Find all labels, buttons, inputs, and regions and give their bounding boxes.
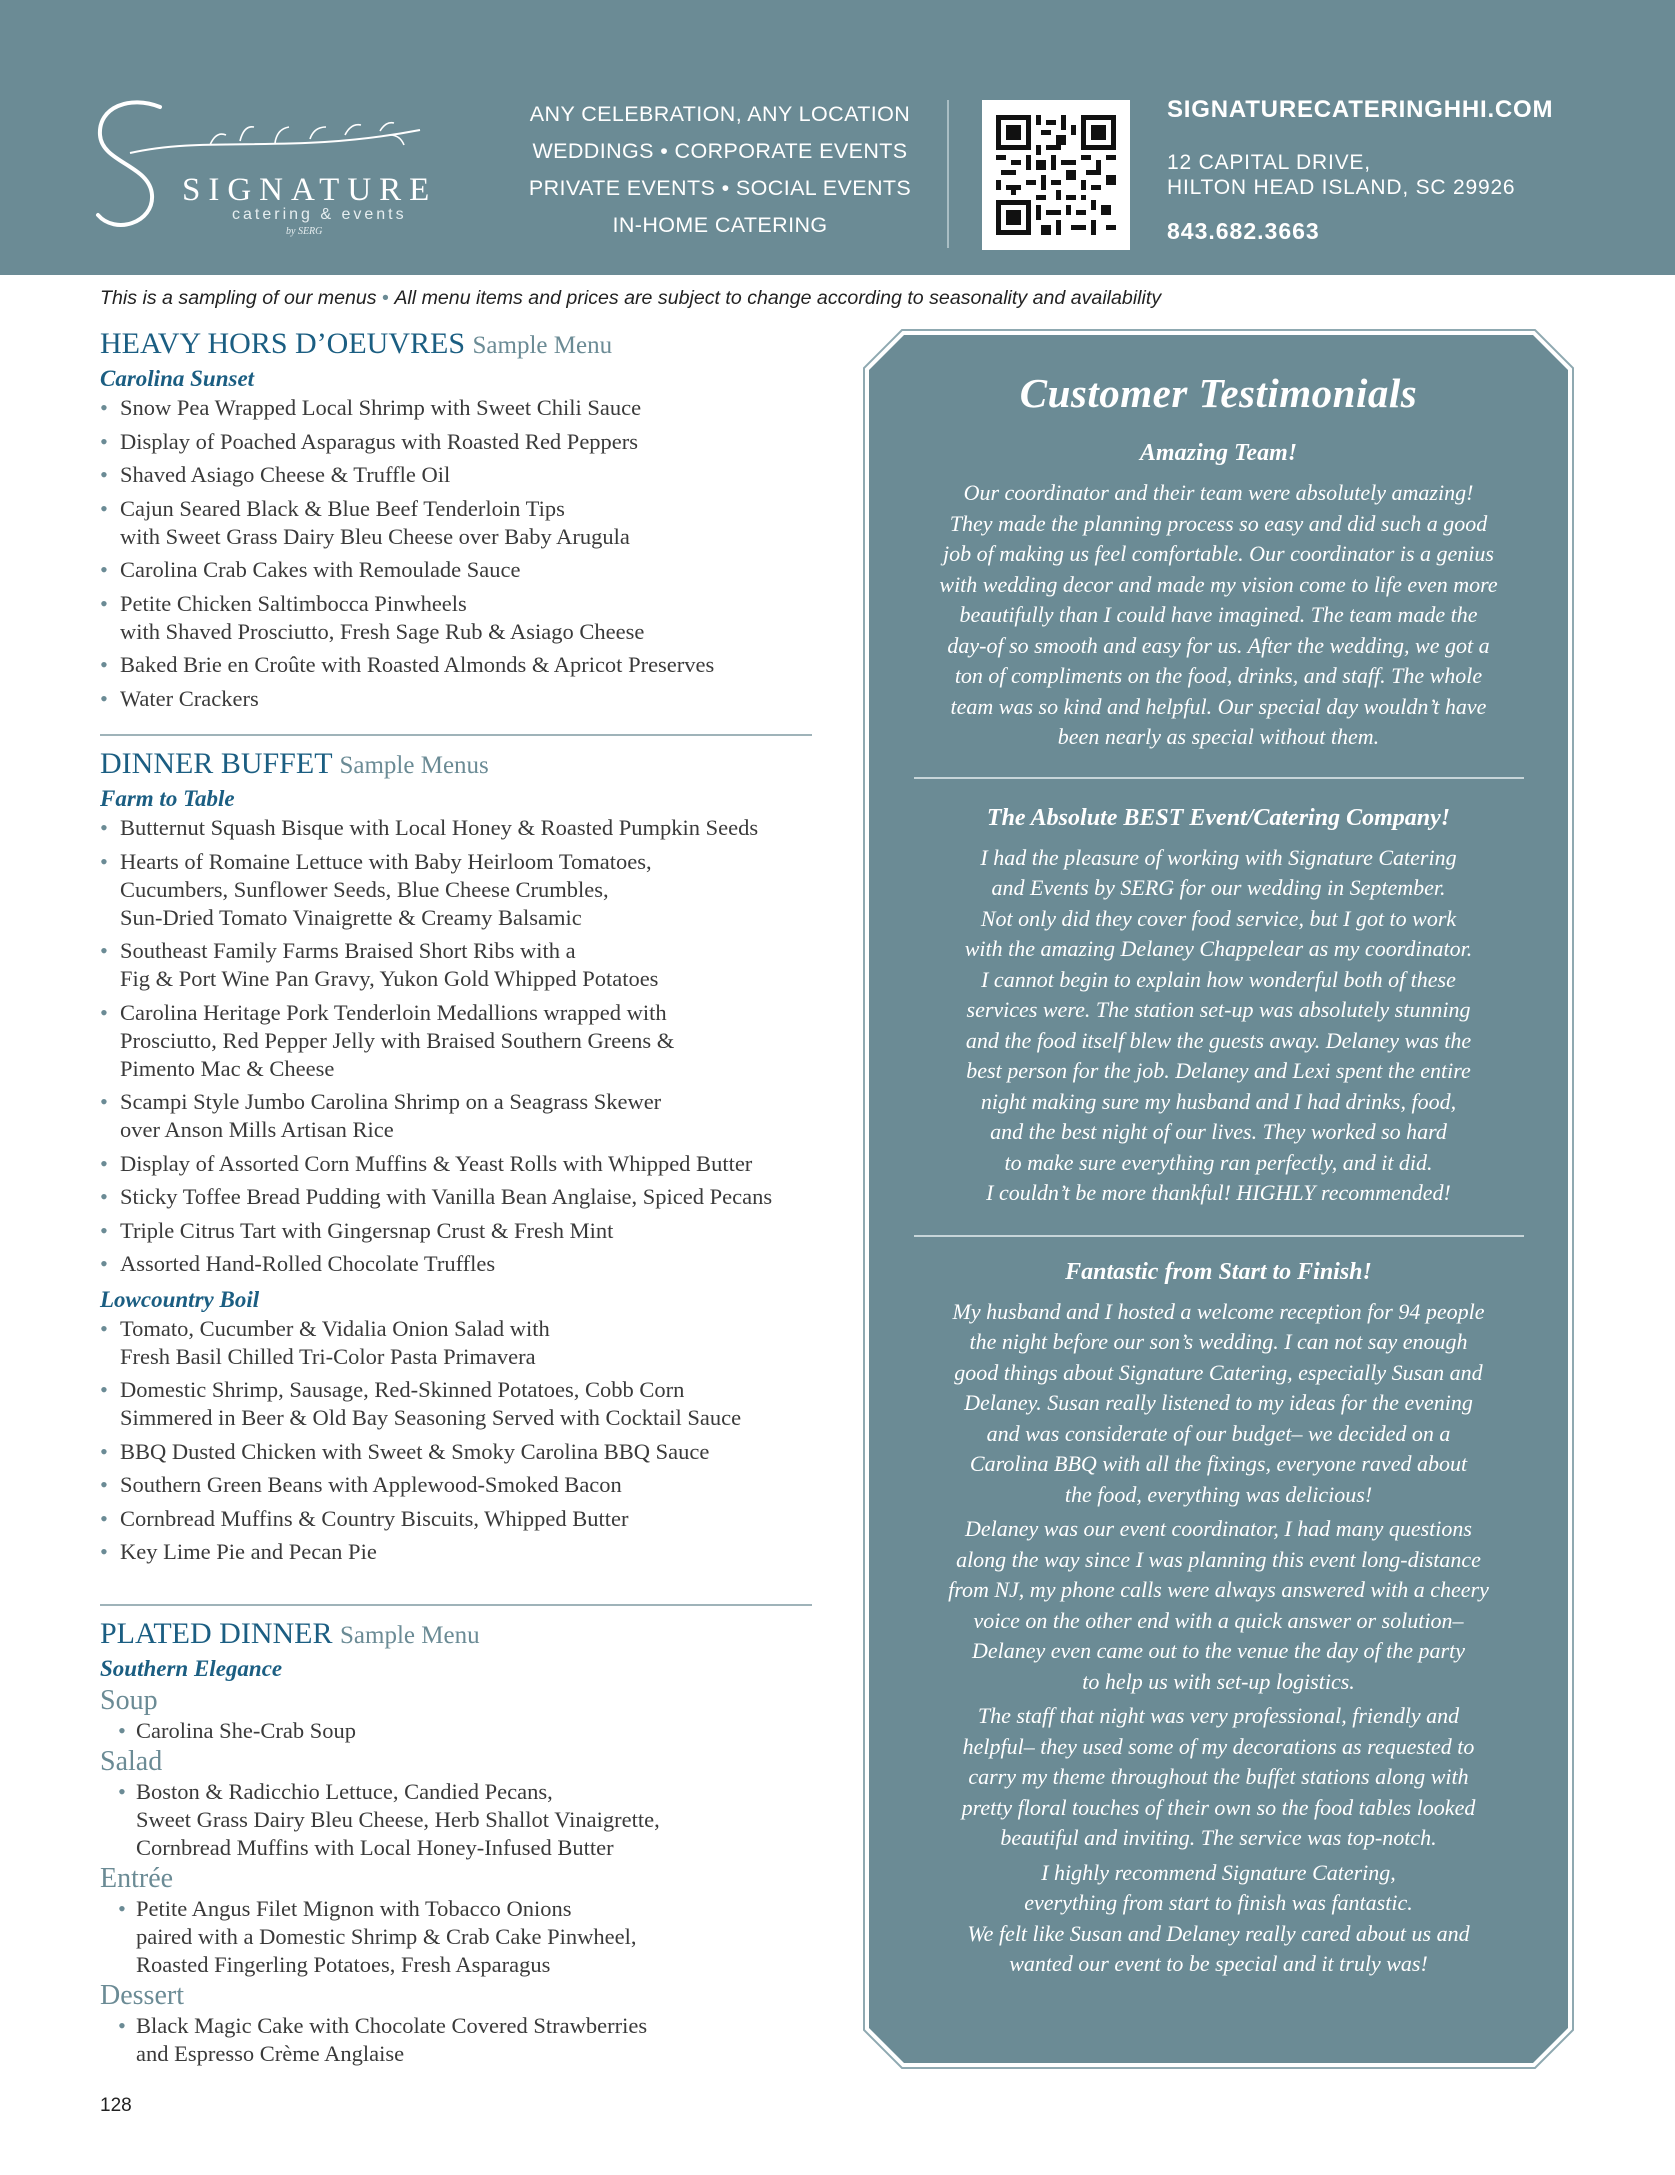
dinner-buffet-section xyxy=(100,747,820,1572)
menu-item-list xyxy=(100,394,820,713)
section-divider xyxy=(100,734,812,736)
testimonial-text: Delaney was our event coordinator, I had many questions along the way since I was planning this event long-distance from NJ, my phone calls were always answered with a cheery voice on the other end with a quick answer or solution– Delaney even came out to the venue the day of the party to help us with set-up logistics. xyxy=(948,1516,1489,1694)
menu-item: • Domestic Shrimp, Sausage, Red-Skinned Potatoes, Cobb Corn Simmered in Beer & Old Bay Seasoning Served with Cocktail Sauce xyxy=(100,1376,820,1432)
qr-pattern xyxy=(996,115,1116,235)
testimonial-heading: Amazing Team! xyxy=(1139,440,1298,466)
menu-name: Lowcountry Boil xyxy=(100,1286,260,1312)
plated-dinner-section xyxy=(100,1617,820,2068)
menu-item: • Cornbread Muffins & Country Biscuits, Whipped Butter xyxy=(100,1505,820,1533)
section-title xyxy=(100,1617,820,1653)
menu-item: • Hearts of Romaine Lettuce with Baby Heirloom Tomatoes, Cucumbers, Sunflower Seeds, Blue Cheese Crumbles, Sun-Dried Tomato Vinaigrette & Creamy Balsamic xyxy=(100,848,820,932)
page-number: 128 xyxy=(100,2095,132,2116)
menu-name: Farm to Table xyxy=(100,786,235,811)
menu-item: • Display of Poached Asparagus with Roasted Red Peppers xyxy=(100,428,820,456)
website-link[interactable]: SIGNATURECATERINGHHI.COM xyxy=(1167,96,1554,123)
menu-item: • Tomato, Cucumber & Vidalia Onion Salad with Fresh Basil Chilled Tri-Color Pasta Primavera xyxy=(100,1315,820,1371)
testimonial-heading: The Absolute BEST Event/Catering Company! xyxy=(986,804,1451,831)
course-item-list xyxy=(100,1778,820,1862)
menu-item: • Carolina Heritage Pork Tenderloin Medallions wrapped with Prosciutto, Red Pepper Jelly with Braised Southern Greens & Pimento Mac & Cheese xyxy=(100,999,820,1083)
menu-item: • Snow Pea Wrapped Local Shrimp with Sweet Chili Sauce xyxy=(100,394,820,422)
section-title-text: HEAVY HORS D’OEUVRES xyxy=(100,327,466,360)
section-title xyxy=(100,327,820,363)
menu-item: • Sticky Toffee Bread Pudding with Vanilla Bean Anglaise, Spiced Pecans xyxy=(100,1183,820,1211)
menu-item: • BBQ Dusted Chicken with Sweet & Smoky Carolina BBQ Sauce xyxy=(100,1438,820,1466)
course-name: Entrée xyxy=(100,1863,174,1894)
disclaimer-part: All menu items and prices are subject to change according to seasonality and availability xyxy=(394,287,1162,309)
testimonial-heading: Fantastic from Start to Finish! xyxy=(1065,1258,1372,1285)
menu-name: Carolina Sunset xyxy=(100,366,255,391)
course-name: Soup xyxy=(100,1685,158,1716)
address xyxy=(1167,150,1553,200)
service-line: PRIVATE EVENTS • SOCIAL EVENTS xyxy=(528,176,912,200)
menu-name: Southern Elegance xyxy=(100,1656,283,1681)
header-divider xyxy=(947,100,949,248)
menu-item: • Scampi Style Jumbo Carolina Shrimp on a Seagrass Skewer over Anson Mills Artisan Rice xyxy=(100,1088,820,1144)
brand-tagline: catering & events xyxy=(232,206,407,223)
testimonial-divider xyxy=(914,1235,1524,1237)
testimonial-text: My husband and I hosted a welcome reception for 94 people the night before our son’s wedding. I can not say enough good things about Signature Catering, especially Susan and Delaney. Susan really listened to my ideas for the evening and was considerate of our budget– we decided on a Carolina BBQ with all the fixings, everyone raved about the food, everything was delicious! xyxy=(952,1298,1485,1507)
course-name: Salad xyxy=(100,1746,163,1777)
menu-item: • Assorted Hand-Rolled Chocolate Truffles xyxy=(100,1250,820,1278)
section-title xyxy=(100,747,820,783)
testimonial-text: I highly recommend Signature Catering, everything from start to finish was fantastic. We felt like Susan and Delaney really cared about us and wanted our event to be special and it truly was! xyxy=(967,1859,1470,1976)
section-title-text: PLATED DINNER xyxy=(100,1617,333,1650)
header-band xyxy=(0,0,1675,275)
panel-title: Customer Testimonials xyxy=(1019,370,1418,416)
course-item-list xyxy=(100,2012,820,2068)
menu-item: • Baked Brie en Croûte with Roasted Almonds & Apricot Preserves xyxy=(100,651,820,679)
menu-item-list xyxy=(100,1315,820,1567)
testimonial-text: Our coordinator and their team were absolutely amazing! They made the planning process so easy and did such a good job of making us feel comfortable. Our coordinator is a genius with wedding decor and made my vision come to life even more beautifully than I could have imagined. The team made the day-of so smooth and easy for us. After the wedding, we got a ton of compliments on the food, drinks, and staff. The whole team was so kind and helpful. Our special day wouldn’t have been nearly as special without them. xyxy=(939,480,1498,749)
section-divider xyxy=(100,1604,812,1606)
course-item: • Carolina She-Crab Soup xyxy=(100,1717,820,1745)
brand-name: SIGNATURE xyxy=(182,172,438,208)
course-item: • Boston & Radicchio Lettuce, Candied Pecans, Sweet Grass Dairy Bleu Cheese, Herb Shallot Vinaigrette, Cornbread Muffins with Local Honey-Infused Butter xyxy=(100,1778,820,1862)
menu-item: • Key Lime Pie and Pecan Pie xyxy=(100,1538,820,1566)
disclaimer-part: This is a sampling of our menus xyxy=(100,287,377,309)
service-line: IN-HOME CATERING xyxy=(612,213,828,237)
section-subtitle: Sample Menu xyxy=(340,1622,480,1649)
section-subtitle: Sample Menus xyxy=(339,752,489,779)
menu-item: • Cajun Seared Black & Blue Beef Tenderloin Tips with Sweet Grass Dairy Bleu Cheese over Baby Arugula xyxy=(100,495,820,551)
menu-item: • Triple Citrus Tart with Gingersnap Crust & Fresh Mint xyxy=(100,1217,820,1245)
course-item-list xyxy=(100,1895,820,1979)
menu-item: • Shaved Asiago Cheese & Truffle Oil xyxy=(100,461,820,489)
contact-block xyxy=(1167,96,1553,245)
testimonial-text: The staff that night was very professional, friendly and helpful– they used some of my decorations as requested to carry my theme throughout the buffet stations along with pretty floral touches of their own so the food tables looked beautiful and inviting. The service was top-notch. xyxy=(961,1703,1476,1850)
service-line: ANY CELEBRATION, ANY LOCATION xyxy=(529,102,911,126)
menu-item: • Display of Assorted Corn Muffins & Yeast Rolls with Whipped Butter xyxy=(100,1150,820,1178)
services-list xyxy=(500,96,940,244)
menu-item: • Petite Chicken Saltimbocca Pinwheels with Shaved Prosciutto, Fresh Sage Rub & Asiago Cheese xyxy=(100,590,820,646)
address-line: HILTON HEAD ISLAND, SC 29926 xyxy=(1167,176,1516,199)
testimonial-text: I had the pleasure of working with Signature Catering and Events by SERG for our wedding in September. Not only did they cover food service, but I got to work with the amazing Delaney Chappelear as my coordinator. I cannot begin to explain how wonderful both of these services were. The station set-up was absolutely stunning and the food itself blew the guests away. Delaney was the best person for the job. Delaney and Lexi spent the entire night making sure my husband and I had drinks, food, and the best night of our lives. They worked so hard to make sure everything ran perfectly, and it did. I couldn’t be more thankful! HIGHLY recommended! xyxy=(964,844,1473,1205)
menu-item: • Southern Green Beans with Applewood-Smoked Bacon xyxy=(100,1471,820,1499)
course-name: Dessert xyxy=(100,1980,184,2011)
menu-item: • Butternut Squash Bisque with Local Honey & Roasted Pumpkin Seeds xyxy=(100,814,820,842)
bullet-separator: • xyxy=(376,287,395,309)
course-item: • Petite Angus Filet Mignon with Tobacco Onions paired with a Domestic Shrimp & Crab Cake Pinwheel, Roasted Fingerling Potatoes, Fresh Asparagus xyxy=(100,1895,820,1979)
section-title-text: DINNER BUFFET xyxy=(100,747,332,780)
service-line: WEDDINGS • CORPORATE EVENTS xyxy=(532,139,908,163)
address-line: 12 CAPITAL DRIVE, xyxy=(1167,151,1371,174)
qr-code-icon[interactable] xyxy=(982,100,1130,250)
menu-item-list xyxy=(100,814,820,1278)
section-subtitle: Sample Menu xyxy=(472,332,613,359)
menu-item: • Water Crackers xyxy=(100,685,820,713)
phone-number[interactable]: 843.682.3663 xyxy=(1167,218,1320,244)
course-item-list xyxy=(100,1717,820,1745)
course-item: • Black Magic Cake with Chocolate Covered Strawberries and Espresso Crème Anglaise xyxy=(100,2012,820,2068)
menu-item: • Southeast Family Farms Braised Short Ribs with a Fig & Port Wine Pan Gravy, Yukon Gold Whipped Potatoes xyxy=(100,937,820,993)
brand-by: by SERG xyxy=(286,226,323,237)
testimonial-divider xyxy=(914,777,1524,779)
disclaimer xyxy=(100,287,1161,310)
testimonials-content xyxy=(892,368,1545,1980)
hors-doeuvres-section xyxy=(100,327,820,718)
testimonials-panel xyxy=(862,328,1575,2070)
menu-item: • Carolina Crab Cakes with Remoulade Sauce xyxy=(100,556,820,584)
